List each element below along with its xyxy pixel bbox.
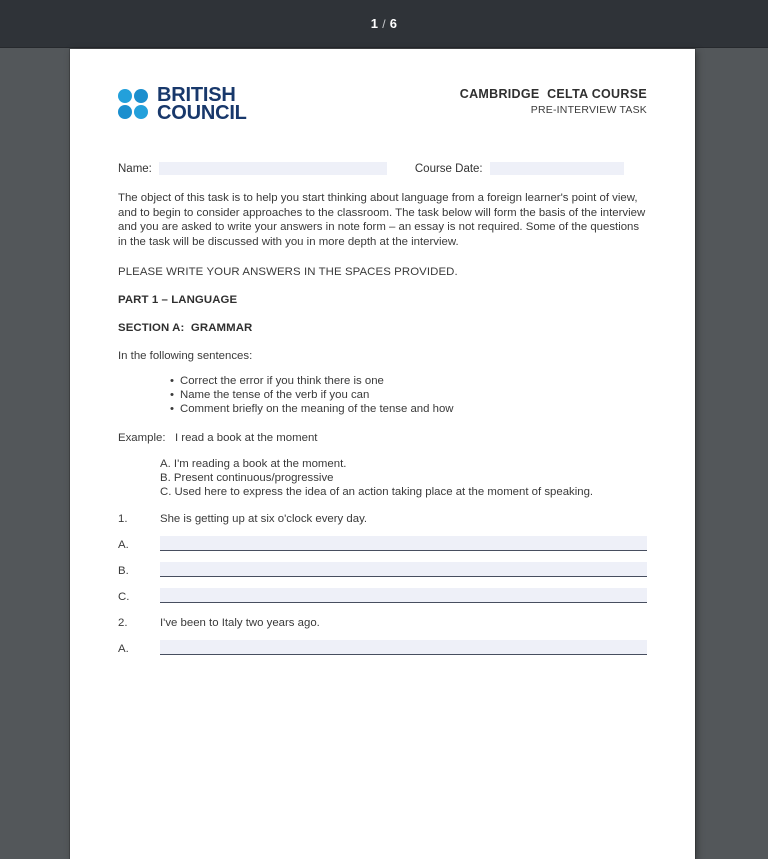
part-heading: PART 1 – LANGUAGE	[118, 294, 238, 307]
section-heading: SECTION A: GRAMMAR	[118, 322, 253, 335]
document-header	[118, 82, 647, 136]
answer-input[interactable]	[160, 562, 647, 577]
question-1	[118, 513, 647, 525]
instructions-notice: PLEASE WRITE YOUR ANSWERS IN THE SPACES PROVIDED.	[118, 266, 458, 279]
question-1-text: She is getting up at six o'clock every day.	[160, 513, 368, 526]
question-2-answer-a	[118, 640, 647, 655]
instruction-bullets	[118, 374, 647, 416]
course-date-input[interactable]	[490, 162, 624, 175]
answer-letter: A.	[118, 539, 129, 552]
answer-letter: C.	[118, 591, 130, 604]
viewer-toolbar	[0, 0, 768, 48]
answer-input[interactable]	[160, 588, 647, 603]
british-council-dots-icon	[118, 89, 148, 119]
logo-line-2: COUNCIL	[157, 102, 247, 124]
example-answer-a: A. I'm reading a book at the moment.	[160, 458, 347, 471]
lead-in-text: In the following sentences:	[118, 350, 253, 363]
document-title-block	[460, 87, 647, 116]
list-item: • Name the tense of the verb if you can	[118, 388, 647, 402]
logo-wordmark	[157, 86, 247, 122]
question-2-number: 2.	[118, 617, 128, 630]
answer-letter: B.	[118, 565, 129, 578]
question-2	[118, 617, 647, 629]
name-label: Name:	[118, 162, 152, 175]
name-date-row	[118, 162, 647, 175]
total-page-count: 6	[389, 16, 398, 31]
example-answers	[118, 457, 647, 499]
name-input[interactable]	[159, 162, 387, 175]
page-scroll-area[interactable]	[0, 48, 768, 656]
task-subtitle: PRE-INTERVIEW TASK	[530, 104, 647, 116]
answer-input[interactable]	[160, 536, 647, 551]
example-answer-c: C. Used here to express the idea of an action taking place at the moment of speaking.	[160, 486, 594, 499]
logo-line-1: BRITISH	[157, 84, 236, 106]
answer-letter: A.	[118, 643, 129, 656]
course-date-label: Course Date:	[414, 162, 483, 175]
page-indicator[interactable]	[371, 16, 397, 31]
answer-input[interactable]	[160, 640, 647, 655]
course-title: CAMBRIDGE CELTA COURSE	[459, 87, 647, 101]
question-1-answer-c	[118, 588, 647, 603]
question-1-answer-a	[118, 536, 647, 551]
list-item: • Correct the error if you think there is one	[118, 374, 647, 388]
example-answer-b: B. Present continuous/progressive	[160, 472, 334, 485]
question-1-answer-b	[118, 562, 647, 577]
question-1-number: 1.	[118, 513, 128, 526]
list-item: • Comment briefly on the meaning of the tense and how	[118, 402, 647, 416]
british-council-logo	[118, 86, 247, 122]
current-page-number[interactable]: 1	[370, 16, 379, 31]
page-separator: /	[382, 17, 386, 31]
example-sentence: Example: I read a book at the moment	[118, 432, 318, 445]
intro-paragraph: The object of this task is to help you start thinking about language from a foreign learner's point of view, and to begin to consider approaches to the classroom. The task below will form the basis of the interview and you are asked to write your answers in note form – an essay is not required. Some of the questions in the task will be discussed with you in more depth at the interview.	[118, 192, 646, 248]
document-page	[70, 49, 695, 859]
question-2-text: I've been to Italy two years ago.	[160, 617, 320, 630]
